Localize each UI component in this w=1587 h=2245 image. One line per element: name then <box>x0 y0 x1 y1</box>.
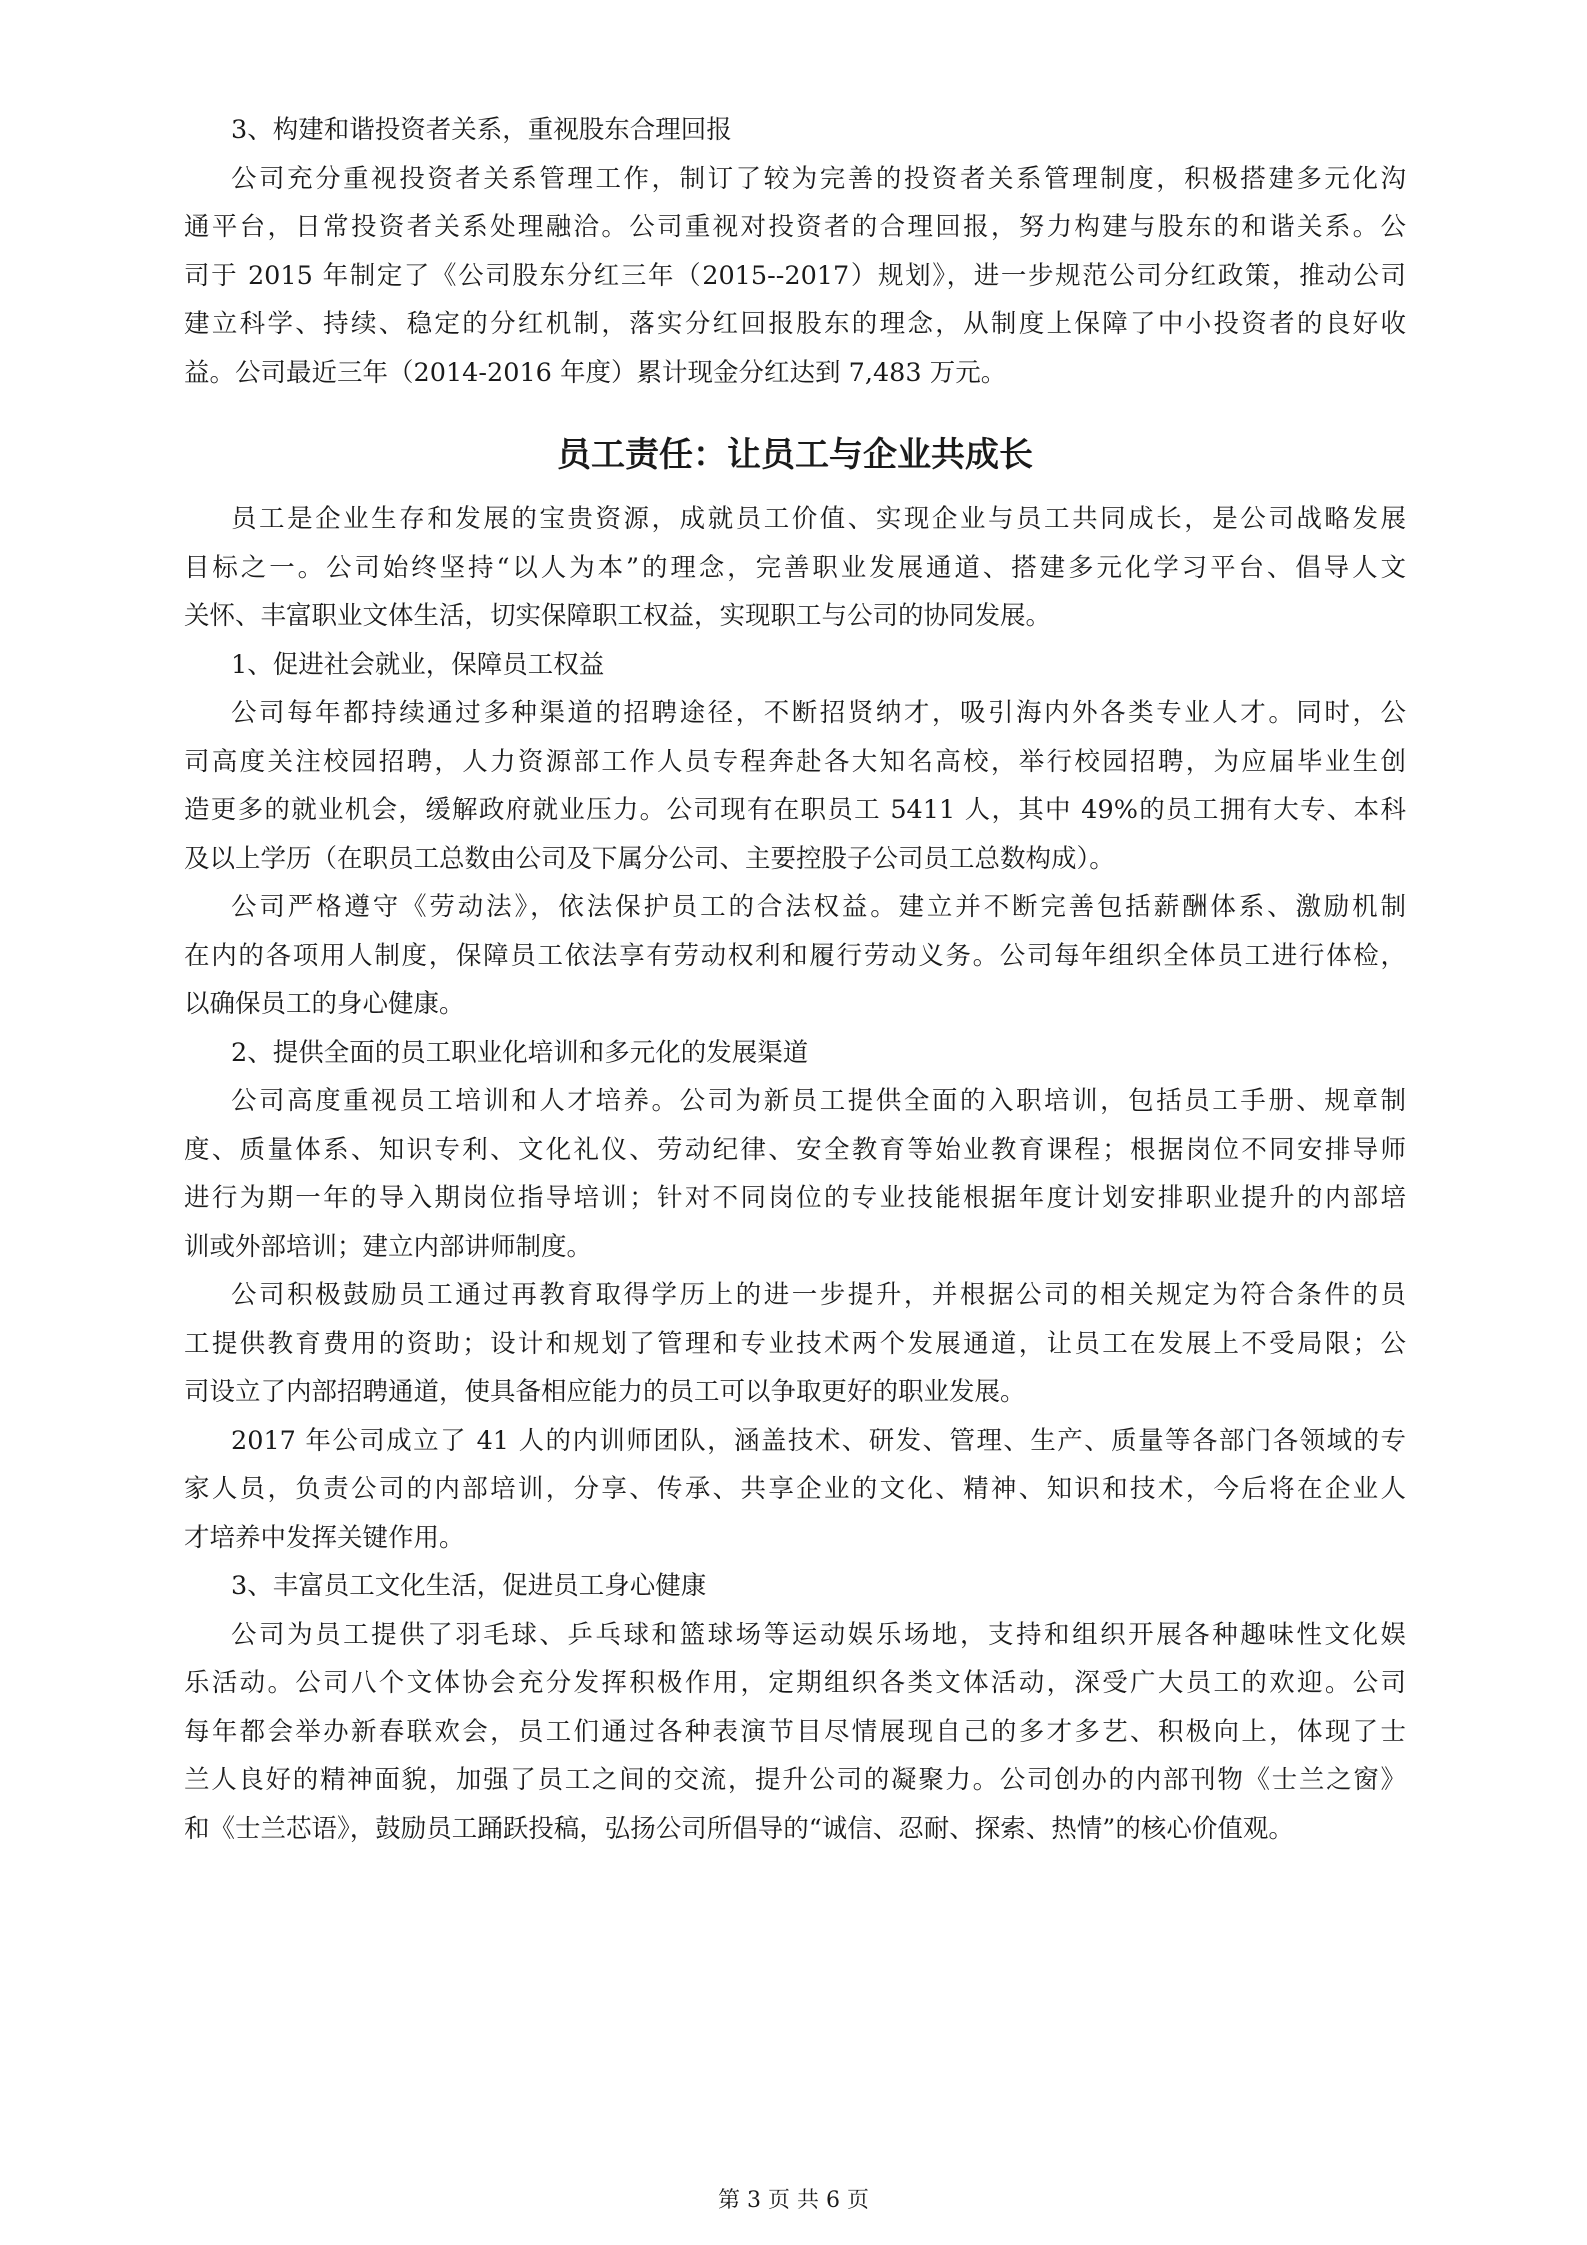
paragraph-line: 公司严格遵守《劳动法》，依法保护员工的合法权益。建立并不断完善包括薪酬体系、激励机制 <box>231 892 1406 922</box>
subsection-heading: 2、提供全面的员工职业化培训和多元化的发展渠道 <box>231 1037 809 1068</box>
page-number: 第 3 页 共 6 页 <box>718 2188 869 2213</box>
paragraph-line: 公司每年都持续通过多种渠道的招聘途径，不断招贤纳才，吸引海内外各类专业人才。同时，公 <box>231 698 1406 728</box>
paragraph-line: 公司为员工提供了羽毛球、乒乓球和篮球场等运动娱乐场地，支持和组织开展各种趣味性文化娱 <box>231 1619 1406 1650</box>
paragraph-line: 益。公司最近三年（2014-2016 年度）累计现金分红达到 7,483 万元。 <box>184 357 1007 388</box>
paragraph-line: 和《士兰芯语》，鼓励员工踊跃投稿，弘扬公司所倡导的“诚信、忍耐、探索、热情”的核心价值观。 <box>184 1813 1294 1844</box>
paragraph-line: 员工是企业生存和发展的宝贵资源，成就员工价值、实现企业与员工共同成长，是公司战略发展 <box>231 504 1406 534</box>
paragraph-line: 兰人良好的精神面貌，加强了员工之间的交流，提升公司的凝聚力。公司创办的内部刊物《士兰之窗》 <box>184 1765 1406 1795</box>
paragraph-line: 司设立了内部招聘通道，使具备相应能力的员工可以争取更好的职业发展。 <box>184 1377 1026 1407</box>
paragraph-line: 度、质量体系、知识专利、文化礼仪、劳动纪律、安全教育等始业教育课程；根据岗位不同安排导师 <box>184 1134 1406 1165</box>
paragraph-line: 家人员，负责公司的内部培训，分享、传承、共享企业的文化、精神、知识和技术，今后将在企业人 <box>184 1474 1406 1504</box>
paragraph-line: 才培养中发挥关键作用。 <box>184 1522 465 1553</box>
paragraph-line: 及以上学历（在职员工总数由公司及下属分公司、主要控股子公司员工总数构成）。 <box>184 843 1115 874</box>
investor-heading: 3、构建和谐投资者关系，重视股东合理回报 <box>231 115 732 145</box>
paragraph-line: 在内的各项用人制度，保障员工依法享有劳动权利和履行劳动义务。公司每年组织全体员工进行体检， <box>184 940 1406 971</box>
paragraph-line: 乐活动。公司八个文体协会充分发挥积极作用，定期组织各类文体活动，深受广大员工的欢迎。公司 <box>184 1668 1406 1698</box>
paragraph-line: 司于 2015 年制定了《公司股东分红三年（2015--2017）规划》，进一步规范公司分红政策，推动公司 <box>184 260 1406 291</box>
paragraph-line: 关怀、丰富职业文体生活，切实保障职工权益，实现职工与公司的协同发展。 <box>184 601 1052 631</box>
paragraph-line: 公司充分重视投资者关系管理工作，制订了较为完善的投资者关系管理制度，积极搭建多元化沟 <box>231 163 1406 194</box>
paragraph-line: 造更多的就业机会，缓解政府就业压力。公司现有在职员工 5411 人，其中 49%的员工拥有大专、本科 <box>184 795 1406 825</box>
paragraph-line: 司高度关注校园招聘，人力资源部工作人员专程奔赴各大知名高校，举行校园招聘，为应届毕业生创 <box>184 746 1406 777</box>
paragraph-line: 工提供教育费用的资助；设计和规划了管理和专业技术两个发展通道，让员工在发展上不受局限；公 <box>184 1328 1406 1359</box>
paragraph-line: 训或外部培训；建立内部讲师制度。 <box>184 1231 593 1262</box>
paragraph-line: 2017 年公司成立了 41 人的内训师团队，涵盖技术、研发、管理、生产、质量等各部门各领域的专 <box>231 1425 1406 1456</box>
paragraph-line: 每年都会举办新春联欢会，员工们通过各种表演节目尽情展现自己的多才多艺、积极向上，体现了士 <box>184 1716 1406 1747</box>
subsection-heading: 1、促进社会就业，保障员工权益 <box>231 649 605 680</box>
investor-section <box>184 106 1406 397</box>
employee-sub2 <box>184 1029 1406 1563</box>
paragraph-line: 以确保员工的身心健康。 <box>184 989 465 1019</box>
paragraph-line: 进行为期一年的导入期岗位指导培训；针对不同岗位的专业技能根据年度计划安排职业提升的内部培 <box>184 1183 1406 1213</box>
paragraph-line: 建立科学、持续、稳定的分红机制，落实分红回报股东的理念，从制度上保障了中小投资者的良好收 <box>184 309 1406 339</box>
paragraph-line: 公司高度重视员工培训和人才培养。公司为新员工提供全面的入职培训，包括员工手册、规章制 <box>231 1086 1406 1116</box>
employee-sub1 <box>184 641 1406 1029</box>
section-title: 员工责任：让员工与企业共成长 <box>557 435 1033 475</box>
employee-sub3 <box>184 1562 1406 1853</box>
document-page <box>184 106 1406 1853</box>
employee-intro <box>184 495 1406 641</box>
paragraph-line: 公司积极鼓励员工通过再教育取得学历上的进一步提升，并根据公司的相关规定为符合条件的员 <box>231 1280 1406 1310</box>
paragraph-line: 通平台，日常投资者关系处理融洽。公司重视对投资者的合理回报，努力构建与股东的和谐关系。公 <box>184 212 1406 242</box>
subsection-heading: 3、丰富员工文化生活，促进员工身心健康 <box>231 1571 707 1601</box>
paragraph-line: 目标之一。公司始终坚持“以人为本”的理念，完善职业发展通道、搭建多元化学习平台、倡导人文 <box>184 552 1406 583</box>
